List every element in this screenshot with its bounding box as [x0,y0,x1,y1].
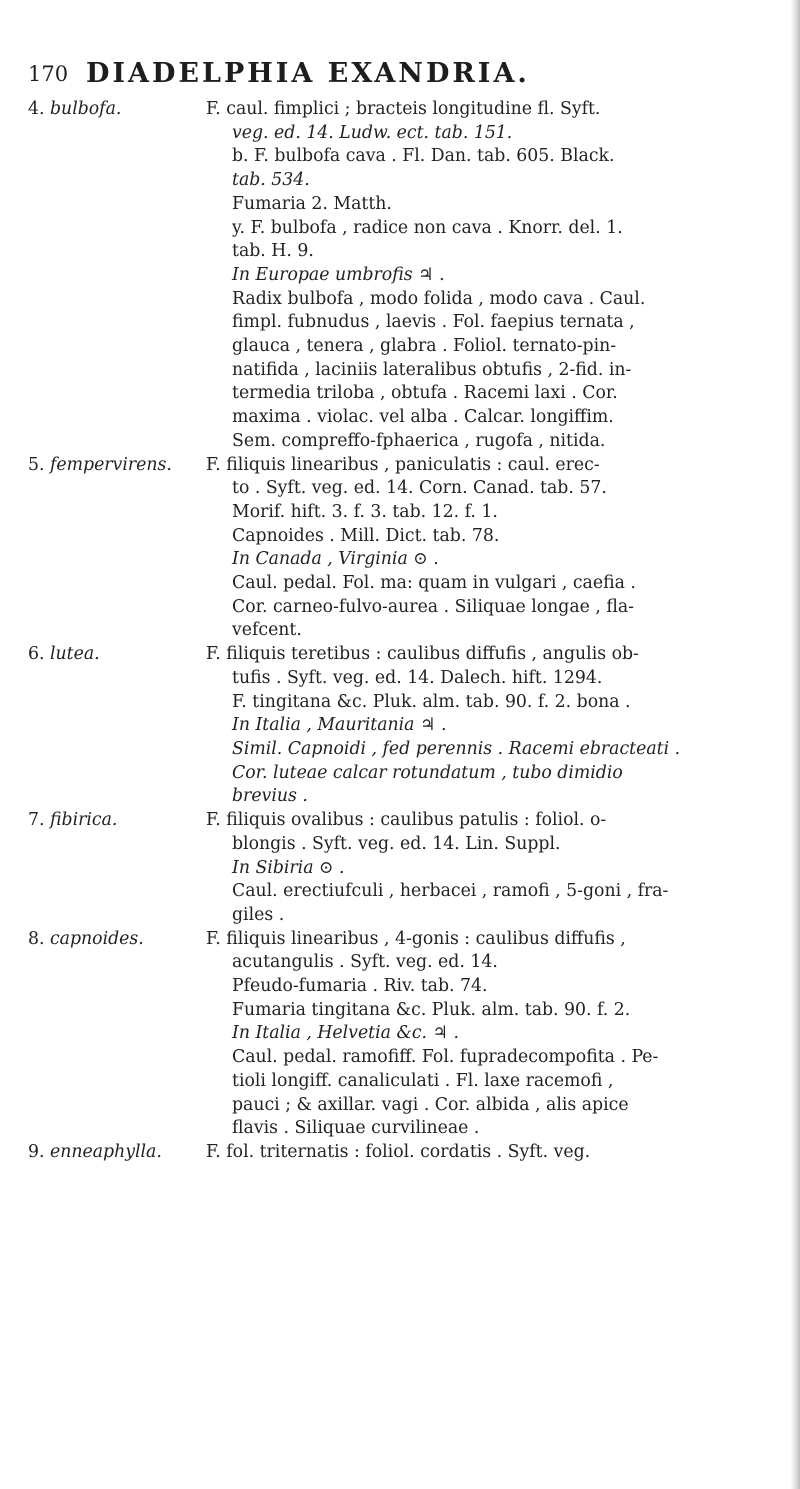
species-list [28,98,768,1165]
text-line: Caul. pedal. Fol. ma: quam in vulgari , caefia . [232,573,636,594]
text-line: Capnoides . Mill. Dict. tab. 78. [232,525,500,546]
page-number: 170 [28,62,69,86]
text-line: natifida , laciniis lateralibus obtufis , 2-fid. in- [232,359,632,380]
species-name: fempervirens. [50,454,172,475]
text-line: F. caul. fimplici ; bracteis longitudine fl. Syft. [206,99,601,119]
species-label [28,454,206,478]
text-line: blongis . Syft. veg. ed. 14. Lin. Suppl. [232,833,561,854]
text-line: In Europae umbrofis ♃ . [232,264,445,285]
text-line: In Sibiria ⊙ . [232,857,345,878]
species-label [28,98,206,122]
species-entry [28,98,768,454]
page-edge-shadow [790,0,800,1489]
text-line: tufis . Syft. veg. ed. 14. Dalech. hift. 1294. [232,667,603,688]
text-line: flavis . Siliquae curvilineae . [232,1118,480,1139]
species-label [28,643,206,667]
text-line: Cor. carneo-fulvo-aurea . Siliquae longae , fla- [232,596,635,617]
species-entry [28,454,768,644]
species-name: fibirica. [50,810,118,831]
text-line: Simil. Capnoidi , fed perennis . Racemi ebracteati . [232,738,681,759]
text-line: tab. H. 9. [232,241,314,262]
text-line: F. filiquis ovalibus : caulibus patulis : foliol. o- [206,810,607,831]
species-name: bulbofa. [50,99,122,119]
text-line: Cor. luteae calcar rotundatum , tubo dimidio [232,762,623,783]
text-line: veg. ed. 14. Ludw. ect. tab. 151. [232,122,513,143]
page-header [28,58,760,92]
text-line: giles . [232,904,285,925]
text-line: In Italia , Mauritania ♃ . [232,715,447,736]
text-line: F. filiquis linearibus , paniculatis : caul. erec- [206,454,600,475]
text-line: brevius . [232,786,308,807]
species-number: 4. [28,99,45,119]
text-line: In Italia , Helvetia &c. ♃ . [232,1023,459,1044]
text-line: pauci ; & axillar. vagi . Cor. albida , alis apice [232,1094,629,1115]
species-number: 9. [28,1141,45,1162]
text-line: vefcent. [232,620,302,641]
text-line: Fumaria tingitana &c. Pluk. alm. tab. 90. f. 2. [232,999,631,1020]
text-line: tab. 534. [232,170,310,191]
species-label [28,1141,206,1165]
text-line: Sem. compreffo-fphaerica , rugofa , nitida. [232,430,606,451]
species-label [28,928,206,952]
text-line: maxima . violac. vel alba . Calcar. longiffim. [232,407,614,428]
species-entry [28,809,768,928]
text-line: F. fol. triternatis : foliol. cordatis . Syft. veg. [206,1141,591,1162]
species-entry [28,928,768,1141]
text-line: Caul. erectiufculi , herbacei , ramofi , 5-goni , fra- [232,881,669,902]
species-entry [28,1141,768,1165]
page-title: DIADELPHIA EXANDRIA. [86,58,530,89]
species-name: enneaphylla. [50,1141,162,1162]
text-line: b. F. bulbofa cava . Fl. Dan. tab. 605. Black. [232,146,615,167]
text-line: fimpl. fubnudus , laevis . Fol. faepius ternata , [232,312,635,333]
text-line: tioli longiff. canaliculati . Fl. laxe racemofi , [232,1070,614,1091]
text-line: to . Syft. veg. ed. 14. Corn. Canad. tab. 57. [232,478,607,499]
text-line: Caul. pedal. ramofiff. Fol. fupradecompofita . Pe- [232,1047,659,1068]
text-line: F. tingitana &c. Pluk. alm. tab. 90. f. 2. bona . [232,691,631,712]
text-line: termedia triloba , obtufa . Racemi laxi . Cor. [232,383,618,404]
text-line: Radix bulbofa , modo folida , modo cava . Caul. [232,288,646,309]
species-name: capnoides. [50,928,144,949]
species-entry [28,643,768,809]
species-number: 6. [28,644,45,665]
text-line: Fumaria 2. Matth. [232,193,392,214]
text-line: acutangulis . Syft. veg. ed. 14. [232,952,498,973]
text-line: y. F. bulbofa , radice non cava . Knorr. del. 1. [232,217,623,238]
species-number: 5. [28,454,45,475]
species-name: lutea. [50,644,100,665]
species-number: 7. [28,810,45,831]
text-line: F. filiquis teretibus : caulibus diffufis , angulis ob- [206,644,639,665]
species-number: 8. [28,928,45,949]
text-line: Pfeudo-fumaria . Riv. tab. 74. [232,976,488,997]
text-line: Morif. hift. 3. f. 3. tab. 12. f. 1. [232,501,498,522]
text-line: F. filiquis linearibus , 4-gonis : caulibus diffufis , [206,928,626,949]
text-line: In Canada , Virginia ⊙ . [232,549,439,570]
species-label [28,809,206,833]
text-line: glauca , tenera , glabra . Foliol. ternato-pin- [232,336,617,357]
